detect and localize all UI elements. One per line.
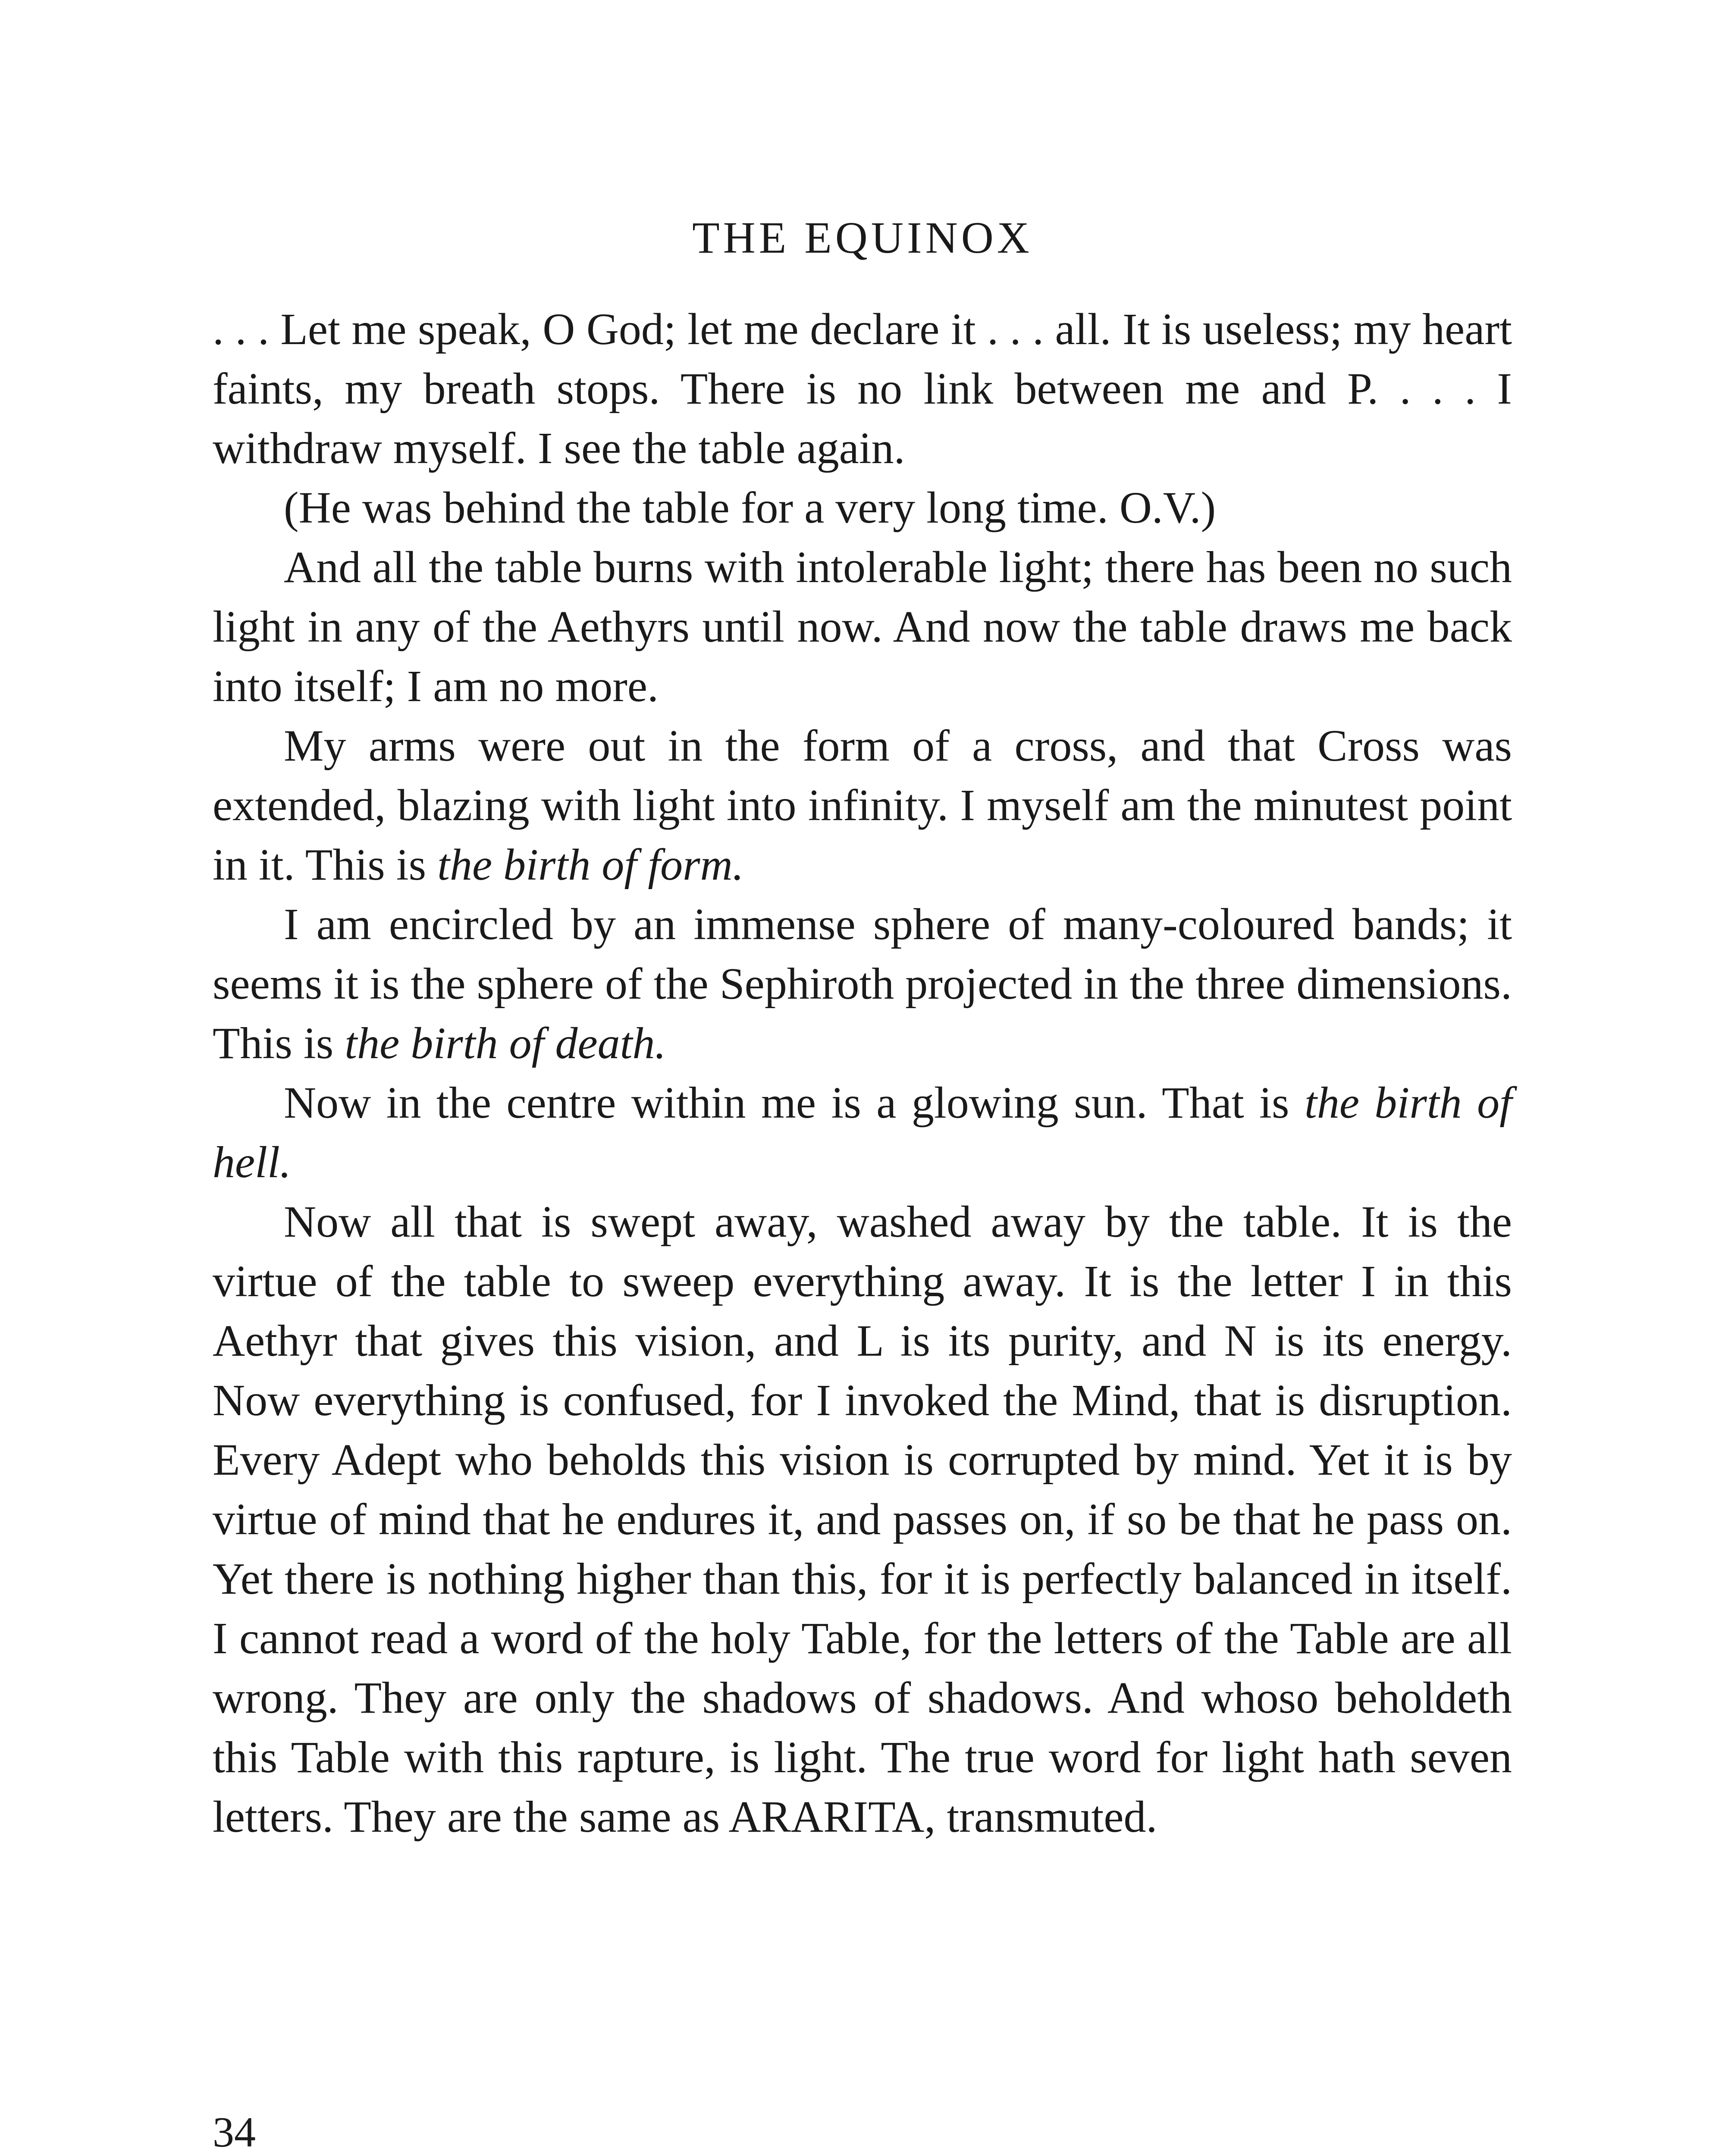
paragraph — [213, 1192, 1512, 1847]
body-text — [213, 300, 1512, 1847]
paragraph-text: (He was behind the table for a very long time. O.V.) — [284, 483, 1216, 533]
paragraph — [213, 895, 1512, 1073]
running-head: THE EQUINOX — [692, 213, 1033, 263]
paragraph — [213, 1073, 1512, 1192]
page-number: 34 — [213, 2108, 256, 2156]
paragraph-text: Now all that is swept away, washed away by the table. It is the virtue of the table to sweep everything away. It is the letter I in this Aethyr that gives this vision, and L is its purity, and N is its energy. Now everything is confused, for I invoked the Mind, that is disruption. Every Adept who beholds this vision is corrupted by mind. Yet it is by virtue of mind that he endures it, and passes on, if so be that he pass on. Yet there is nothing higher than this, for it is perfectly balanced in itself. I cannot read a word of the holy Table, for the letters of the Table are all wrong. They are only the shadows of shadows. And whoso beholdeth this Table with this rapture, is light. The true word for light hath seven letters. They are the same as ARARITA, transmuted. — [213, 1197, 1512, 1842]
paragraph-text: My arms were out in the form of a cross, and that Cross was extended, blazing with light into infinity. I myself am the minutest point in it. This is — [213, 721, 1512, 890]
paragraph-text: I am encircled by an immense sphere of many-coloured bands; it seems it is the sphere of the Sephiroth projected in the three dimensions. This is — [213, 899, 1512, 1068]
paragraph-text: And all the table burns with intolerable light; there has been no such light in any of the Aethyrs until now. And now the table draws me back into itself; I am no more. — [213, 542, 1512, 711]
italic-phrase: the birth of hell. — [213, 1078, 1512, 1187]
italic-phrase: the birth of death. — [345, 1018, 666, 1068]
paragraph — [213, 478, 1512, 538]
paragraph — [213, 538, 1512, 716]
italic-phrase: the birth of form. — [437, 840, 744, 890]
paragraph — [213, 300, 1512, 478]
paragraph-text: Now in the centre within me is a glowing sun. That is — [284, 1078, 1305, 1128]
paragraph-text: . . . Let me speak, O God; let me declare it . . . all. It is useless; my heart faints, my breath stops. There is no link between me and P. . . . I withdraw myself. I see the table again. — [213, 304, 1512, 473]
paragraph — [213, 716, 1512, 895]
